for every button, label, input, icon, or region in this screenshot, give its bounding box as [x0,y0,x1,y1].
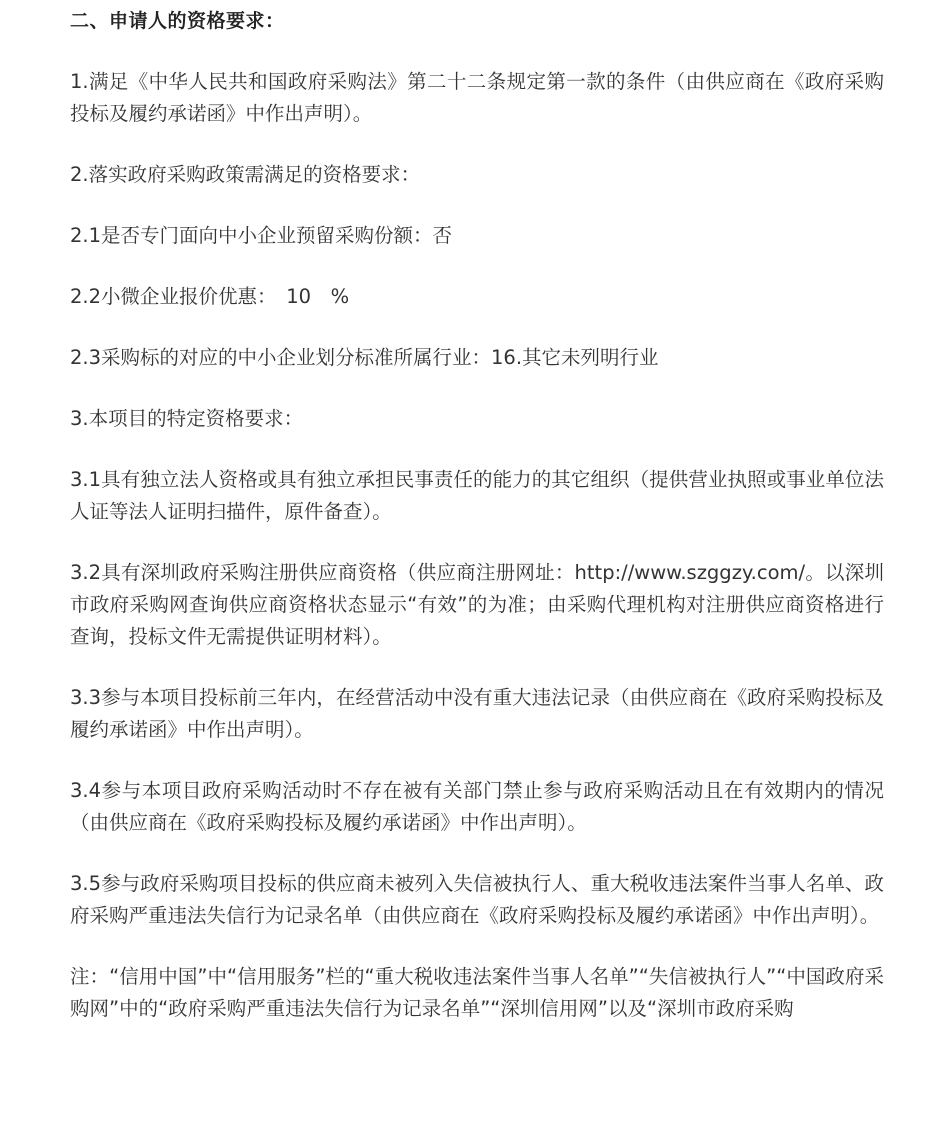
document-body [70,6,884,1054]
paragraph-2-3: 2.3采购标的对应的中小企业划分标准所属行业：16.其它未列明行业 [70,346,659,369]
paragraph-2-2: 2.2小微企业报价优惠： 10 % [70,285,350,308]
paragraph-3-1: 3.1具有独立法人资格或具有独立承担民事责任的能力的其它组织（提供营业执照或事业单位法人证等法人证明扫描件，原件备查）。 [70,468,884,523]
paragraph-3-5: 3.5参与政府采购项目投标的供应商未被列入失信被执行人、重大税收违法案件当事人名单、政府采购严重违法失信行为记录名单（由供应商在《政府采购投标及履约承诺函》中作出声明）。 [70,872,884,927]
paragraph-2: 2.落实政府采购政策需满足的资格要求： [70,163,421,186]
paragraph-2-1: 2.1是否专门面向中小企业预留采购份额：否 [70,224,453,247]
paragraph-3-3: 3.3参与本项目投标前三年内，在经营活动中没有重大违法记录（由供应商在《政府采购投标及履约承诺函》中作出声明）。 [70,686,884,741]
section-heading: 二、申请人的资格要求： [70,10,285,32]
paragraph-3: 3.本项目的特定资格要求： [70,407,304,430]
paragraph-3-2: 3.2具有深圳政府采购注册供应商资格（供应商注册网址：http://www.szggzy.com/。以深圳市政府采购网查询供应商资格状态显示“有效”的为准；由采购代理机构对注册供应商资格进行查询，投标文件无需提供证明材料）。 [70,561,884,648]
paragraph-1: 1.满足《中华人民共和国政府采购法》第二十二条规定第一款的条件（由供应商在《政府采购投标及履约承诺函》中作出声明）。 [70,70,884,125]
paragraph-3-4: 3.4参与本项目政府采购活动时不存在被有关部门禁止参与政府采购活动且在有效期内的情况（由供应商在《政府采购投标及履约承诺函》中作出声明）。 [70,779,884,834]
note-paragraph: 注：“信用中国”中“信用服务”栏的“重大税收违法案件当事人名单”“失信被执行人”“中国政府采购网”中的“政府采购严重违法失信行为记录名单”“深圳信用网”以及“深圳市政府采购 [70,965,884,1020]
